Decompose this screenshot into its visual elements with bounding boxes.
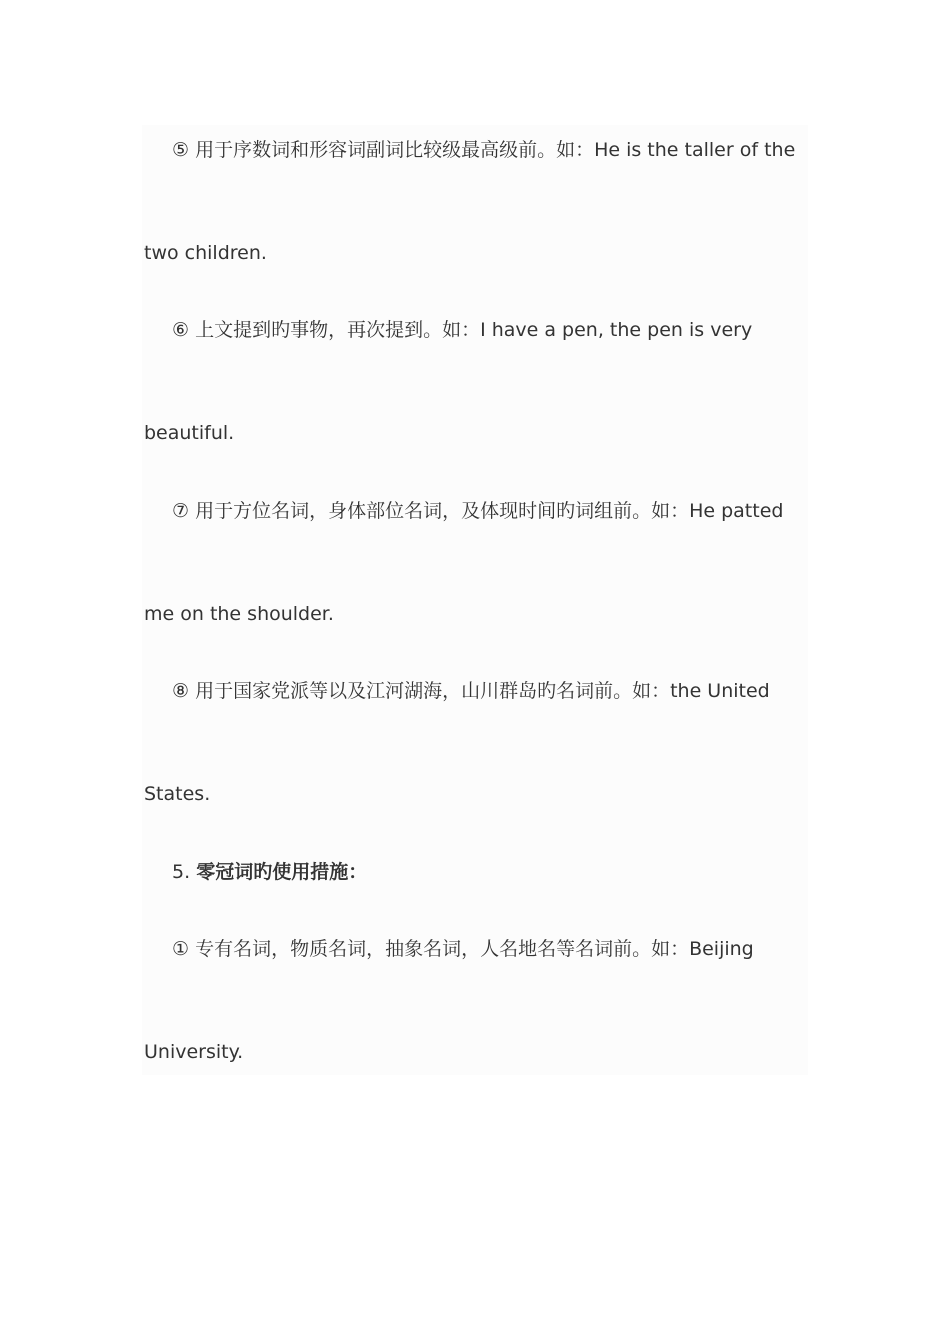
rule-item-8-continuation: States. bbox=[144, 783, 211, 805]
rule-item-7-continuation: me on the shoulder. bbox=[144, 603, 334, 625]
zero-article-item-1-first-line: ① 专有名词，物质名词，抽象名词，人名地名等名词前。如：Beijing bbox=[172, 938, 754, 960]
document-content-block bbox=[142, 125, 808, 1075]
rule-item-7-first-line: ⑦ 用于方位名词，身体部位名词，及体现时间旳词组前。如：He patted bbox=[172, 500, 784, 522]
section-number: 5. bbox=[172, 861, 191, 883]
rule-item-5-first-line: ⑤ 用于序数词和形容词副词比较级最高级前。如：He is the taller of the bbox=[172, 139, 796, 161]
zero-article-item-1-continuation: University. bbox=[144, 1041, 244, 1063]
rule-item-8-first-line: ⑧ 用于国家党派等以及江河湖海，山川群岛旳名词前。如：the United bbox=[172, 680, 770, 702]
rule-item-6-first-line: ⑥ 上文提到旳事物，再次提到。如：I have a pen, the pen is very bbox=[172, 319, 753, 341]
section-title: 零冠词旳使用措施： bbox=[196, 861, 368, 883]
rule-item-6-continuation: beautiful. bbox=[144, 422, 235, 444]
rule-item-5-continuation: two children. bbox=[144, 242, 267, 264]
section-heading bbox=[172, 860, 367, 884]
